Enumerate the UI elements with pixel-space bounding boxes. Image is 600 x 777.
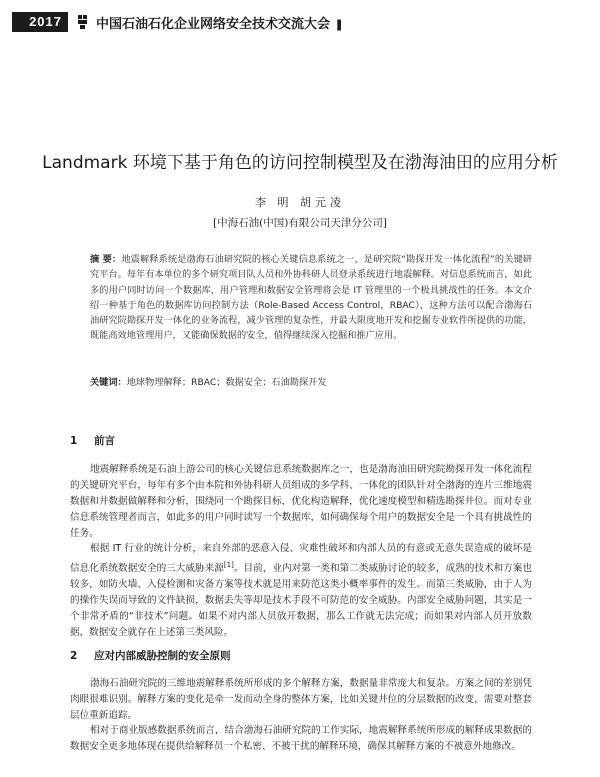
section-title: 应对内部威胁控制的安全原则 — [94, 650, 231, 662]
keywords — [90, 374, 532, 388]
conference-title: 中国石油石化企业网络安全技术交流大会 ❚ — [96, 17, 344, 32]
section-heading-2 — [70, 648, 231, 663]
abstract — [90, 252, 532, 344]
section-heading-1 — [70, 433, 115, 448]
citation: [1] — [223, 561, 234, 569]
keywords-text: 地球物理解释；RBAC；数据安全；石油勘探开发 — [126, 377, 327, 388]
authors: 李 明 胡元凌 — [255, 196, 345, 209]
body-paragraph: 地震解释系统是石油上游公司的核心关键信息系统数据库之一，也是渤海油田研究院勘探开发一体化流程的关键研究平台，每年有多个由本院和外协科研人员组成的多学科、一体化的团队针对全渤海的连片三维地震数据和井数据做解释和分析，围绕同一个勘探目标，优化构造解释，优化速度模型和精选勘探井位。而对专业信息系统管理者而言，如此多的用户同时读写一个数据库，如何确保每个用户的数据安全是一个具有挑战性的任务。 — [70, 464, 532, 539]
paper-title: Landmark 环境下基于角色的访问控制模型及在渤海油田的应用分析 — [42, 153, 558, 173]
section-number: 2 — [70, 650, 78, 662]
running-header — [12, 12, 588, 34]
body-paragraph: 根据 IT 行业的统计分析，来自外部的恶意入侵、灾难性破坏和内部人员的有意或无意失误造成的破坏是信息化系统数据安全的三大威胁来源[1]。目前，业内对第一类和第二类威胁讨论的较多，成熟的技术和方案也较多，如防火墙、入侵检测和灾备方案等技术就是用来防范这类小概率事件的发生。而第三类威胁，由于人为的操作失误而导致的文件缺损，数据丢失等却是技术手段不可防范的安全威胁。内部安全威胁问题，其实是一个非常矛盾的“非技术”问题。如果不对内部人员放开数据，那么工作就无法完成；而如果对内部人员开放数据，数据安全就存在上述第三类风险。 — [70, 543, 533, 639]
body-paragraph: 相对于商业版感数据系统而言，结合渤海石油研究院的工作实际，地震解释系统所形成的解释成果数据的数据安全更多地体现在提供给解释员一个私密、不被干扰的解释环境，确保其解释方案的不被意外地修改。 — [70, 725, 532, 752]
abstract-label: 摘 要： — [90, 254, 122, 265]
header-square-icon — [78, 15, 88, 29]
keywords-label: 关键词： — [90, 377, 127, 388]
affiliation: [中海石油(中国)有限公司天津分公司] — [213, 217, 387, 229]
section-title: 前言 — [94, 435, 115, 447]
abstract-text: 地震解释系统是渤海石油研究院的核心关键信息系统之一，是研究院“勘探开发一体化流程”的关键研究平台。每年有本单位的多个研究项目队人员和外协科研人员登录系统进行地震解释。对信息系统而言，如此多的用户同时访问一个数据库，用户管理和数据安全管理将会是 IT 管理里的一个极具挑战性的任务。本文介绍一种基于角色的数据库访问控制方法（Role-Based Access Control，RBAC），这种方法可以配合渤海石油研究院勘探开发一体化的业务流程，减少管理的复杂性，并最大限度地开发和挖掘专业软件所提供的功能，既能高效地管理用户，又能确保数据的安全，值得继续深入挖掘和推广应用。 — [90, 254, 532, 342]
section-number: 1 — [70, 435, 78, 447]
header-year-badge: 2017 — [12, 12, 68, 32]
body-paragraph: 渤海石油研究院的三维地震解释系统所形成的多个解释方案，数据量非常庞大和复杂。方案之间的差别凭肉眼很难识别。解释方案的变化是牵一发而动全身的整体方案，比如关键井位的分层数据的改变，需要对整套层位重新追踪。 — [70, 678, 532, 721]
